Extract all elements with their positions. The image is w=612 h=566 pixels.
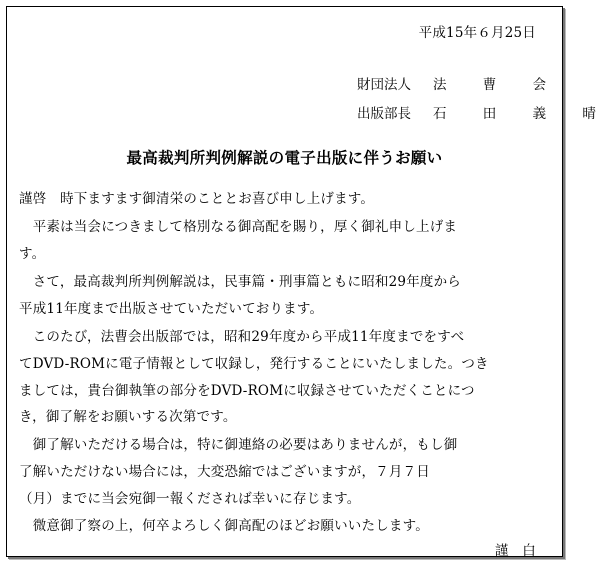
sender-person-role: 出版部長	[357, 106, 411, 122]
body-line: てDVD-ROMに電子情報として収録し，発行することにいたしました。つき	[19, 356, 489, 372]
body-line: す。	[19, 246, 46, 262]
letter-title: 最高裁判所判例解説の電子出版に伴うお願い	[126, 148, 443, 167]
letter-date: 平成15年６月25日	[418, 25, 536, 41]
body-line: 了解いただけない場合には，大変恐縮ではございますが，７月７日	[19, 464, 430, 480]
body-line: このたび，法曹会出版部では，昭和29年度から平成11年度までをすべ	[19, 329, 465, 345]
body-line: 御了解いただける場合は，特に御連絡の必要はありませんが，もし御	[19, 437, 458, 453]
sender-person-name: 石 田 義 晴	[433, 106, 612, 122]
sender-org-role: 財団法人	[357, 77, 411, 93]
body-line: 微意御了察の上，何卒よろしく御高配のほどお願いいたします。	[19, 518, 429, 534]
letter-frame	[6, 6, 612, 559]
body-line: （月）までに当会宛御一報くだされば幸いに存じます。	[19, 491, 361, 507]
body-line: ましては，貴台御執筆の部分をDVD-ROMに収録させていただくことにつ	[19, 383, 475, 399]
body-line: 平素は当会につきまして格別なる御高配を賜り，厚く御礼申し上げま	[19, 219, 458, 235]
letter-closing: 謹 白	[494, 543, 536, 559]
body-line: 平成11年度まで出版させていただいております。	[19, 301, 324, 317]
sender-org-name: 法 曹 会	[433, 77, 563, 93]
body-line: さて，最高裁判所判例解説は，民事篇・刑事篇ともに昭和29年度から	[19, 274, 462, 290]
body-line: き，御了解をお願いする次第です。	[19, 409, 237, 425]
body-line: 謹啓 時下ますます御清栄のこととお喜び申し上げます。	[19, 191, 375, 207]
